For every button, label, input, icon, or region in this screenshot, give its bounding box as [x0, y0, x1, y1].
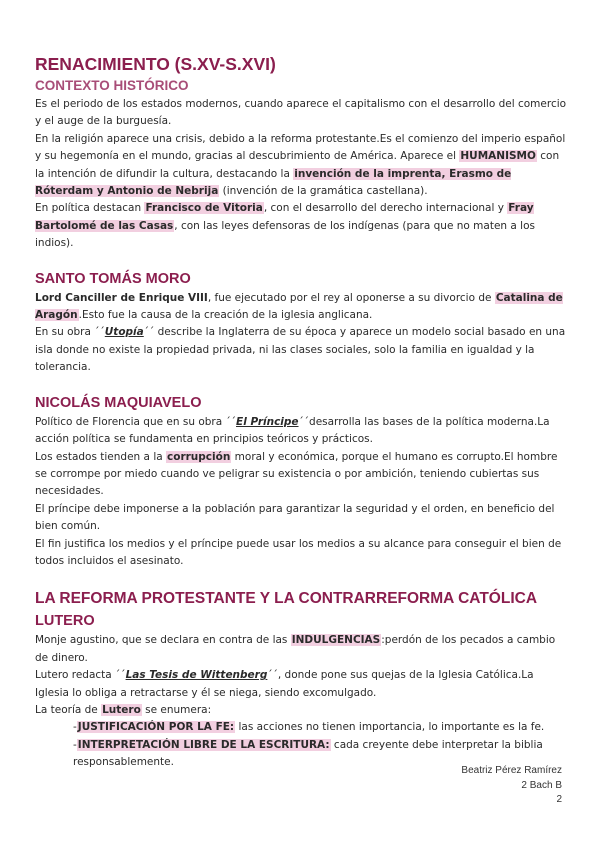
highlight-indulgencias: INDULGENCIAS [291, 634, 381, 647]
work-tesis-wittenberg: Las Tesis de Wittenberg [125, 669, 268, 682]
contexto-paragraph-2: En la religión aparece una crisis, debido a la reforma protestante.Es el comienzo del imperio español y su hegemonía en el mundo, gracias al descubrimiento de América. Aparece el HUMANISMO con la intención de difundir la cultura, destacando la invención de la imprenta, Erasmo de Róterdam y Antonio de Nebrija (invención de la gramática castellana). [35, 132, 566, 198]
highlight-imprenta: invención de la imprenta, Erasmo de Róterdam y Antonio de Nebrija [35, 167, 512, 198]
maquiavelo-paragraph-4: El fin justifica los medios y el príncipe puede usar los medios a su alcance para conseguir el bien de todos incluidos el asesinato. [35, 537, 562, 567]
page-number: 2 [556, 794, 562, 805]
contexto-paragraph-3: En política destacan Francisco de Vitoria, con el desarrollo del derecho internacional y Fray Bartolomé de las Casas, con las leyes defensoras de los indígenas (para que no maten a los indios). [35, 202, 535, 250]
footer [461, 764, 562, 808]
footer-class: 2 Bach B [521, 779, 562, 791]
lutero-bullet-1: -JUSTIFICACIÓN POR LA FE: las acciones no tienen importancia, lo importante es la fe. [73, 721, 545, 734]
contexto-paragraph-1: Es el periodo de los estados modernos, cuando aparece el capitalismo con el desarrollo del comercio y el auge de la burguesía. [35, 98, 567, 128]
maquiavelo-paragraph-1: Político de Florencia que en su obra ´´El Príncipe´´desarrolla las bases de la política moderna.La acción política se fundamenta en principios teóricos y prácticos. [35, 415, 550, 446]
contexto-heading: CONTEXTO HISTÓRICO [35, 78, 189, 93]
footer-author: Beatriz Pérez Ramírez [461, 765, 562, 776]
lutero-paragraph-3: La teoría de Lutero se enumera: [35, 703, 212, 716]
lutero-heading: LUTERO [35, 613, 95, 630]
lutero-paragraph-1: Monje agustino, que se declara en contra de las INDULGENCIAS:perdón de los pecados a cambio de dinero. [35, 634, 556, 664]
highlight-vitoria: Francisco de Vitoria [145, 202, 263, 215]
highlight-catalina: Catalina de Aragón [35, 291, 563, 322]
work-utopia: Utopía [104, 326, 144, 339]
maquiavelo-heading: NICOLÁS MAQUIAVELO [35, 394, 202, 411]
highlight-interpretacion: INTERPRETACIÓN LIBRE DE LA ESCRITURA: [77, 738, 330, 751]
work-el-principe: El Príncipe [236, 415, 299, 428]
moro-heading: SANTO TOMÁS MORO [35, 270, 191, 287]
moro-paragraph-2: En su obra ´´Utopía´´ describe la Inglaterra de su época y aparece un modelo social basado en una isla donde no existe la propiedad privada, ni las clases sociales, solo la familia en igualdad y la tolerancia. [35, 326, 566, 374]
maquiavelo-paragraph-2: Los estados tienden a la corrupción moral y económica, porque el humano es corrupto.El hombre se corrompe por miedo cuando ve peligrar su existencia o por ambición, teniendo cubiertas sus necesidades. [35, 450, 558, 498]
reforma-heading: LA REFORMA PROTESTANTE Y LA CONTRARREFORMA CATÓLICA [35, 590, 538, 608]
document-content [35, 52, 567, 772]
page-title: RENACIMIENTO (S.XV-S.XVI) [35, 54, 276, 74]
lutero-paragraph-2: Lutero redacta ´´Las Tesis de Wittenberg´´, donde pone sus quejas de la Iglesia Católica.La Iglesia lo obliga a retractarse y él se niega, siendo excomulgado. [35, 669, 534, 699]
highlight-las-casas: Fray Bartolomé de las Casas [35, 202, 534, 232]
moro-paragraph-1: Lord Canciller de Enrique VIII, fue ejecutado por el rey al oponerse a su divorcio de Catalina de Aragón.Esto fue la causa de la creación de la iglesia anglicana. [35, 291, 563, 322]
highlight-justificacion: JUSTIFICACIÓN POR LA FE: [77, 721, 235, 734]
highlight-corrupcion: corrupción [167, 450, 231, 463]
lutero-bullet-2: -INTERPRETACIÓN LIBRE DE LA ESCRITURA: cada creyente debe interpretar la biblia responsablemente. [73, 738, 543, 769]
highlight-lutero: Lutero [102, 703, 141, 716]
highlight-humanismo: HUMANISMO [460, 150, 536, 163]
maquiavelo-paragraph-3: El príncipe debe imponerse a la población para garantizar la seguridad y el orden, en beneficio del bien común. [35, 502, 555, 533]
